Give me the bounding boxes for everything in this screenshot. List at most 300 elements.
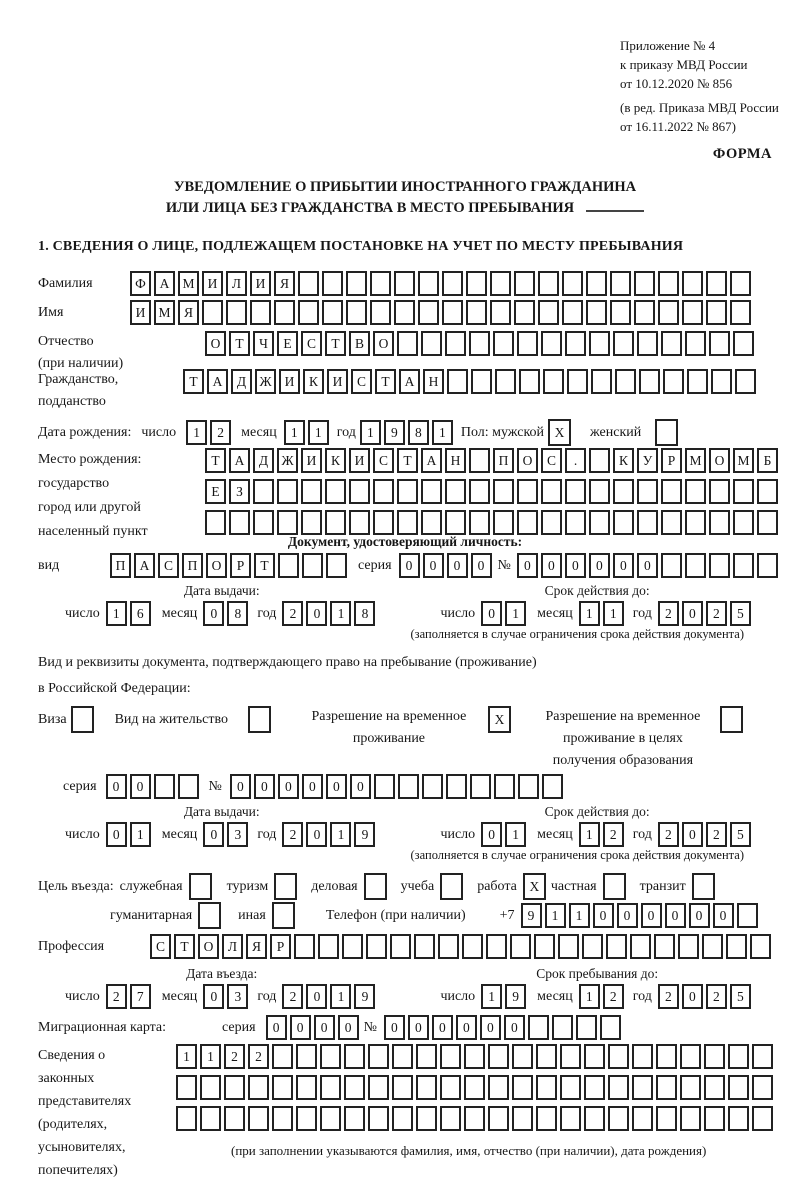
char-cell[interactable]: X (523, 873, 546, 900)
char-cell[interactable] (414, 934, 435, 959)
char-cell[interactable] (558, 934, 579, 959)
char-cell[interactable] (447, 369, 468, 394)
char-cell[interactable] (278, 553, 299, 578)
char-cell[interactable] (344, 1075, 365, 1100)
char-cell[interactable] (178, 774, 199, 799)
char-cell[interactable]: 8 (227, 601, 248, 626)
char-cell[interactable] (543, 369, 564, 394)
char-cell[interactable] (562, 300, 583, 325)
char-cell[interactable] (296, 1106, 317, 1131)
char-cell[interactable] (589, 448, 610, 473)
char-cell[interactable] (639, 369, 660, 394)
char-cell[interactable] (536, 1044, 557, 1069)
char-cell[interactable] (421, 479, 442, 504)
char-cell[interactable] (752, 1106, 773, 1131)
char-cell[interactable] (552, 1015, 573, 1040)
char-cell[interactable]: М (154, 300, 175, 325)
char-cell[interactable]: X (488, 706, 511, 733)
char-cell[interactable] (296, 1044, 317, 1069)
char-cell[interactable]: Т (254, 553, 275, 578)
char-cell[interactable] (469, 510, 490, 535)
char-cell[interactable]: 2 (224, 1044, 245, 1069)
char-cell[interactable]: 1 (106, 601, 127, 626)
char-cell[interactable] (370, 271, 391, 296)
char-cell[interactable] (418, 271, 439, 296)
char-cell[interactable] (301, 510, 322, 535)
char-cell[interactable] (538, 271, 559, 296)
char-cell[interactable]: 2 (706, 822, 727, 847)
char-cell[interactable] (656, 1044, 677, 1069)
char-cell[interactable]: 2 (658, 984, 679, 1009)
char-cell[interactable] (373, 479, 394, 504)
char-cell[interactable] (542, 774, 563, 799)
char-cell[interactable] (728, 1075, 749, 1100)
char-cell[interactable] (373, 510, 394, 535)
char-cell[interactable] (584, 1044, 605, 1069)
char-cell[interactable]: 0 (541, 553, 562, 578)
char-cell[interactable]: 0 (432, 1015, 453, 1040)
char-cell[interactable] (685, 331, 706, 356)
char-cell[interactable] (658, 271, 679, 296)
char-cell[interactable] (488, 1075, 509, 1100)
char-cell[interactable] (392, 1044, 413, 1069)
char-cell[interactable] (709, 479, 730, 504)
char-cell[interactable] (224, 1106, 245, 1131)
char-cell[interactable]: 1 (200, 1044, 221, 1069)
char-cell[interactable] (349, 510, 370, 535)
char-cell[interactable]: 9 (354, 822, 375, 847)
char-cell[interactable] (302, 553, 323, 578)
char-cell[interactable]: 1 (360, 420, 381, 445)
char-cell[interactable] (198, 902, 221, 929)
char-cell[interactable] (685, 510, 706, 535)
char-cell[interactable]: И (202, 271, 223, 296)
char-cell[interactable] (466, 271, 487, 296)
char-cell[interactable]: 0 (266, 1015, 287, 1040)
char-cell[interactable] (608, 1044, 629, 1069)
char-cell[interactable] (565, 510, 586, 535)
char-cell[interactable]: 0 (423, 553, 444, 578)
char-cell[interactable] (229, 510, 250, 535)
char-cell[interactable] (364, 873, 387, 900)
char-cell[interactable] (685, 553, 706, 578)
char-cell[interactable]: 0 (106, 774, 127, 799)
char-cell[interactable] (584, 1075, 605, 1100)
char-cell[interactable] (656, 1106, 677, 1131)
char-cell[interactable] (610, 271, 631, 296)
char-cell[interactable] (589, 510, 610, 535)
char-cell[interactable] (615, 369, 636, 394)
char-cell[interactable]: 0 (641, 903, 662, 928)
char-cell[interactable] (370, 300, 391, 325)
char-cell[interactable]: 2 (706, 984, 727, 1009)
char-cell[interactable] (445, 510, 466, 535)
char-cell[interactable] (248, 1075, 269, 1100)
char-cell[interactable] (661, 331, 682, 356)
char-cell[interactable] (440, 873, 463, 900)
char-cell[interactable]: 6 (130, 601, 151, 626)
char-cell[interactable] (469, 331, 490, 356)
char-cell[interactable]: 7 (130, 984, 151, 1009)
char-cell[interactable]: 0 (203, 984, 224, 1009)
char-cell[interactable]: 1 (569, 903, 590, 928)
char-cell[interactable]: 0 (593, 903, 614, 928)
char-cell[interactable] (576, 1015, 597, 1040)
char-cell[interactable] (368, 1106, 389, 1131)
char-cell[interactable] (637, 510, 658, 535)
char-cell[interactable] (737, 903, 758, 928)
char-cell[interactable]: Я (178, 300, 199, 325)
char-cell[interactable]: 0 (447, 553, 468, 578)
char-cell[interactable]: 0 (350, 774, 371, 799)
char-cell[interactable]: 0 (682, 601, 703, 626)
char-cell[interactable]: 5 (730, 601, 751, 626)
char-cell[interactable] (680, 1106, 701, 1131)
char-cell[interactable] (589, 331, 610, 356)
char-cell[interactable] (613, 331, 634, 356)
char-cell[interactable] (486, 934, 507, 959)
char-cell[interactable]: Я (246, 934, 267, 959)
char-cell[interactable]: 0 (504, 1015, 525, 1040)
char-cell[interactable]: О (517, 448, 538, 473)
char-cell[interactable]: 0 (326, 774, 347, 799)
char-cell[interactable] (610, 300, 631, 325)
char-cell[interactable] (326, 553, 347, 578)
char-cell[interactable]: 9 (505, 984, 526, 1009)
char-cell[interactable] (277, 510, 298, 535)
char-cell[interactable] (678, 934, 699, 959)
char-cell[interactable] (272, 902, 295, 929)
char-cell[interactable] (536, 1106, 557, 1131)
char-cell[interactable]: И (130, 300, 151, 325)
char-cell[interactable] (466, 300, 487, 325)
char-cell[interactable] (613, 510, 634, 535)
char-cell[interactable] (493, 479, 514, 504)
char-cell[interactable] (517, 510, 538, 535)
char-cell[interactable] (344, 1044, 365, 1069)
char-cell[interactable] (637, 331, 658, 356)
char-cell[interactable] (757, 479, 778, 504)
char-cell[interactable]: . (565, 448, 586, 473)
char-cell[interactable] (656, 1075, 677, 1100)
char-cell[interactable] (560, 1044, 581, 1069)
char-cell[interactable] (325, 479, 346, 504)
char-cell[interactable]: П (493, 448, 514, 473)
char-cell[interactable]: 0 (306, 601, 327, 626)
char-cell[interactable]: Р (661, 448, 682, 473)
char-cell[interactable] (274, 300, 295, 325)
char-cell[interactable] (519, 369, 540, 394)
char-cell[interactable]: 1 (505, 822, 526, 847)
char-cell[interactable]: С (158, 553, 179, 578)
char-cell[interactable] (562, 271, 583, 296)
char-cell[interactable] (510, 934, 531, 959)
char-cell[interactable] (702, 934, 723, 959)
char-cell[interactable]: П (182, 553, 203, 578)
char-cell[interactable] (438, 934, 459, 959)
char-cell[interactable] (325, 510, 346, 535)
char-cell[interactable]: 0 (203, 601, 224, 626)
char-cell[interactable]: К (325, 448, 346, 473)
char-cell[interactable]: А (421, 448, 442, 473)
char-cell[interactable]: 0 (481, 822, 502, 847)
char-cell[interactable]: И (327, 369, 348, 394)
char-cell[interactable] (416, 1106, 437, 1131)
char-cell[interactable] (248, 706, 271, 733)
char-cell[interactable] (591, 369, 612, 394)
char-cell[interactable] (471, 369, 492, 394)
char-cell[interactable]: 0 (302, 774, 323, 799)
char-cell[interactable] (613, 479, 634, 504)
char-cell[interactable] (608, 1106, 629, 1131)
char-cell[interactable]: Е (205, 479, 226, 504)
char-cell[interactable] (272, 1075, 293, 1100)
char-cell[interactable]: 9 (354, 984, 375, 1009)
char-cell[interactable]: О (709, 448, 730, 473)
char-cell[interactable]: 2 (658, 822, 679, 847)
char-cell[interactable]: Н (445, 448, 466, 473)
char-cell[interactable]: 1 (330, 984, 351, 1009)
char-cell[interactable] (733, 331, 754, 356)
char-cell[interactable] (680, 1044, 701, 1069)
char-cell[interactable]: М (685, 448, 706, 473)
char-cell[interactable] (733, 479, 754, 504)
char-cell[interactable]: С (373, 448, 394, 473)
char-cell[interactable]: А (154, 271, 175, 296)
char-cell[interactable]: Т (397, 448, 418, 473)
char-cell[interactable] (706, 300, 727, 325)
char-cell[interactable]: 0 (713, 903, 734, 928)
char-cell[interactable] (567, 369, 588, 394)
char-cell[interactable]: Б (757, 448, 778, 473)
char-cell[interactable] (514, 300, 535, 325)
char-cell[interactable]: Т (205, 448, 226, 473)
char-cell[interactable] (632, 1106, 653, 1131)
char-cell[interactable]: 0 (689, 903, 710, 928)
char-cell[interactable]: О (205, 331, 226, 356)
char-cell[interactable] (709, 553, 730, 578)
char-cell[interactable]: А (229, 448, 250, 473)
char-cell[interactable]: О (206, 553, 227, 578)
char-cell[interactable]: 0 (314, 1015, 335, 1040)
char-cell[interactable]: Е (277, 331, 298, 356)
char-cell[interactable]: Р (270, 934, 291, 959)
char-cell[interactable]: 0 (481, 601, 502, 626)
char-cell[interactable]: К (613, 448, 634, 473)
char-cell[interactable] (366, 934, 387, 959)
char-cell[interactable] (464, 1075, 485, 1100)
char-cell[interactable] (394, 271, 415, 296)
char-cell[interactable] (608, 1075, 629, 1100)
char-cell[interactable] (224, 1075, 245, 1100)
char-cell[interactable]: А (399, 369, 420, 394)
char-cell[interactable]: А (134, 553, 155, 578)
char-cell[interactable]: 1 (330, 601, 351, 626)
char-cell[interactable]: П (110, 553, 131, 578)
char-cell[interactable] (680, 1075, 701, 1100)
char-cell[interactable] (750, 934, 771, 959)
char-cell[interactable]: Ж (255, 369, 276, 394)
char-cell[interactable] (692, 873, 715, 900)
char-cell[interactable]: 3 (227, 822, 248, 847)
char-cell[interactable]: Л (222, 934, 243, 959)
char-cell[interactable]: Ж (277, 448, 298, 473)
char-cell[interactable] (600, 1015, 621, 1040)
char-cell[interactable] (368, 1075, 389, 1100)
char-cell[interactable] (274, 873, 297, 900)
char-cell[interactable] (272, 1106, 293, 1131)
char-cell[interactable] (318, 934, 339, 959)
char-cell[interactable]: 0 (290, 1015, 311, 1040)
char-cell[interactable] (637, 479, 658, 504)
char-cell[interactable] (469, 448, 490, 473)
char-cell[interactable]: 8 (408, 420, 429, 445)
char-cell[interactable]: 9 (384, 420, 405, 445)
char-cell[interactable] (200, 1075, 221, 1100)
char-cell[interactable] (490, 300, 511, 325)
char-cell[interactable]: С (541, 448, 562, 473)
char-cell[interactable]: М (178, 271, 199, 296)
char-cell[interactable] (248, 1106, 269, 1131)
char-cell[interactable] (253, 479, 274, 504)
char-cell[interactable]: 0 (254, 774, 275, 799)
char-cell[interactable]: 2 (210, 420, 231, 445)
char-cell[interactable] (397, 479, 418, 504)
char-cell[interactable] (397, 331, 418, 356)
char-cell[interactable]: 0 (456, 1015, 477, 1040)
char-cell[interactable] (446, 774, 467, 799)
char-cell[interactable]: 1 (603, 601, 624, 626)
char-cell[interactable] (416, 1075, 437, 1100)
char-cell[interactable]: И (279, 369, 300, 394)
char-cell[interactable]: 1 (579, 984, 600, 1009)
char-cell[interactable] (294, 934, 315, 959)
char-cell[interactable]: X (548, 419, 571, 446)
char-cell[interactable] (630, 934, 651, 959)
char-cell[interactable]: 1 (505, 601, 526, 626)
char-cell[interactable] (728, 1106, 749, 1131)
char-cell[interactable] (658, 300, 679, 325)
char-cell[interactable] (536, 1075, 557, 1100)
char-cell[interactable] (709, 510, 730, 535)
char-cell[interactable] (422, 774, 443, 799)
char-cell[interactable] (730, 271, 751, 296)
char-cell[interactable] (322, 271, 343, 296)
char-cell[interactable]: 1 (186, 420, 207, 445)
char-cell[interactable] (392, 1075, 413, 1100)
char-cell[interactable] (512, 1106, 533, 1131)
char-cell[interactable]: 2 (706, 601, 727, 626)
char-cell[interactable] (442, 271, 463, 296)
char-cell[interactable] (682, 271, 703, 296)
char-cell[interactable] (374, 774, 395, 799)
char-cell[interactable] (517, 331, 538, 356)
char-cell[interactable]: 0 (230, 774, 251, 799)
char-cell[interactable] (71, 706, 94, 733)
char-cell[interactable]: Я (274, 271, 295, 296)
char-cell[interactable]: Р (230, 553, 251, 578)
char-cell[interactable] (202, 300, 223, 325)
char-cell[interactable] (205, 510, 226, 535)
char-cell[interactable]: 2 (106, 984, 127, 1009)
char-cell[interactable]: 0 (565, 553, 586, 578)
char-cell[interactable] (421, 510, 442, 535)
char-cell[interactable]: 2 (282, 601, 303, 626)
char-cell[interactable] (445, 479, 466, 504)
char-cell[interactable] (757, 510, 778, 535)
char-cell[interactable]: 5 (730, 984, 751, 1009)
char-cell[interactable] (518, 774, 539, 799)
char-cell[interactable] (346, 271, 367, 296)
char-cell[interactable] (733, 553, 754, 578)
char-cell[interactable] (464, 1106, 485, 1131)
char-cell[interactable] (541, 331, 562, 356)
char-cell[interactable] (298, 271, 319, 296)
char-cell[interactable] (655, 419, 678, 446)
char-cell[interactable] (730, 300, 751, 325)
char-cell[interactable] (226, 300, 247, 325)
char-cell[interactable]: Т (229, 331, 250, 356)
char-cell[interactable]: И (301, 448, 322, 473)
char-cell[interactable]: М (733, 448, 754, 473)
char-cell[interactable]: О (373, 331, 394, 356)
char-cell[interactable] (349, 479, 370, 504)
char-cell[interactable]: О (198, 934, 219, 959)
char-cell[interactable] (733, 510, 754, 535)
char-cell[interactable]: 1 (432, 420, 453, 445)
char-cell[interactable]: 2 (282, 984, 303, 1009)
char-cell[interactable] (469, 479, 490, 504)
char-cell[interactable] (586, 271, 607, 296)
char-cell[interactable] (512, 1044, 533, 1069)
char-cell[interactable]: А (207, 369, 228, 394)
char-cell[interactable] (682, 300, 703, 325)
char-cell[interactable]: 2 (603, 822, 624, 847)
char-cell[interactable]: С (301, 331, 322, 356)
char-cell[interactable]: 1 (579, 601, 600, 626)
char-cell[interactable] (528, 1015, 549, 1040)
char-cell[interactable]: И (349, 448, 370, 473)
char-cell[interactable]: 0 (306, 822, 327, 847)
char-cell[interactable]: 0 (637, 553, 658, 578)
char-cell[interactable] (565, 479, 586, 504)
char-cell[interactable]: 2 (248, 1044, 269, 1069)
char-cell[interactable] (735, 369, 756, 394)
char-cell[interactable]: 0 (384, 1015, 405, 1040)
char-cell[interactable] (462, 934, 483, 959)
char-cell[interactable] (440, 1075, 461, 1100)
char-cell[interactable] (493, 510, 514, 535)
char-cell[interactable] (272, 1044, 293, 1069)
char-cell[interactable]: 2 (603, 984, 624, 1009)
char-cell[interactable] (517, 479, 538, 504)
char-cell[interactable]: 0 (471, 553, 492, 578)
char-cell[interactable] (603, 873, 626, 900)
char-cell[interactable]: Д (231, 369, 252, 394)
char-cell[interactable] (582, 934, 603, 959)
char-cell[interactable] (342, 934, 363, 959)
char-cell[interactable] (634, 300, 655, 325)
char-cell[interactable] (704, 1044, 725, 1069)
char-cell[interactable] (490, 271, 511, 296)
char-cell[interactable]: 1 (579, 822, 600, 847)
char-cell[interactable] (493, 331, 514, 356)
char-cell[interactable] (277, 479, 298, 504)
char-cell[interactable] (397, 510, 418, 535)
char-cell[interactable] (298, 300, 319, 325)
char-cell[interactable] (421, 331, 442, 356)
char-cell[interactable] (440, 1106, 461, 1131)
